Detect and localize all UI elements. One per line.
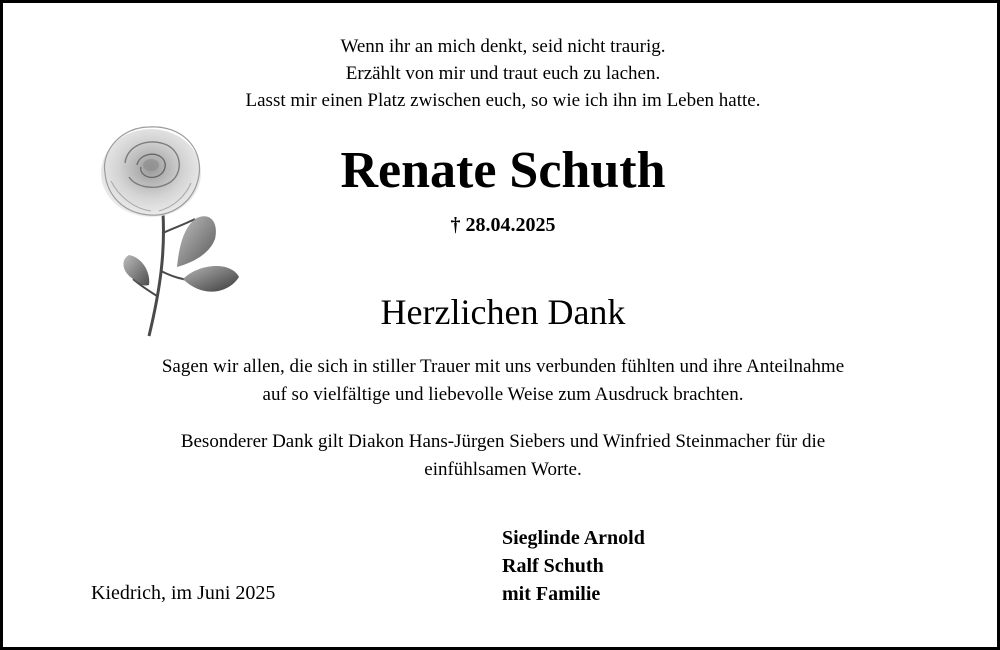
death-date: † 28.04.2025 bbox=[450, 214, 556, 236]
poem-line: Lasst mir einen Platz zwischen euch, so wie ich ihn im Leben hatte. bbox=[245, 90, 761, 111]
paragraph-line: einfühlsamen Worte. bbox=[424, 459, 582, 480]
thanks-heading: Herzlichen Dank bbox=[380, 292, 626, 332]
poem-line: Wenn ihr an mich denkt, seid nicht traurig. bbox=[340, 36, 666, 57]
thanks-paragraph-general bbox=[3, 353, 1000, 409]
paragraph-line: Sagen wir allen, die sich in stiller Trauer mit uns verbunden fühlten und ihre Anteilnahme bbox=[161, 356, 845, 377]
poem bbox=[3, 33, 1000, 114]
place-and-date: Kiedrich, im Juni 2025 bbox=[91, 582, 276, 604]
deceased-name: Renate Schuth bbox=[340, 142, 666, 199]
signers bbox=[502, 524, 645, 608]
thanks-paragraph-special bbox=[3, 428, 1000, 484]
paragraph-line: Besonderer Dank gilt Diakon Hans-Jürgen Siebers und Winfried Steinmacher für die bbox=[180, 431, 826, 452]
signer-name: mit Familie bbox=[502, 583, 601, 605]
signer-name: Ralf Schuth bbox=[502, 555, 604, 577]
poem-line: Erzählt von mir und traut euch zu lachen. bbox=[345, 63, 661, 84]
signer-name: Sieglinde Arnold bbox=[502, 527, 645, 549]
paragraph-line: auf so vielfältige und liebevolle Weise zum Ausdruck brachten. bbox=[262, 384, 744, 405]
